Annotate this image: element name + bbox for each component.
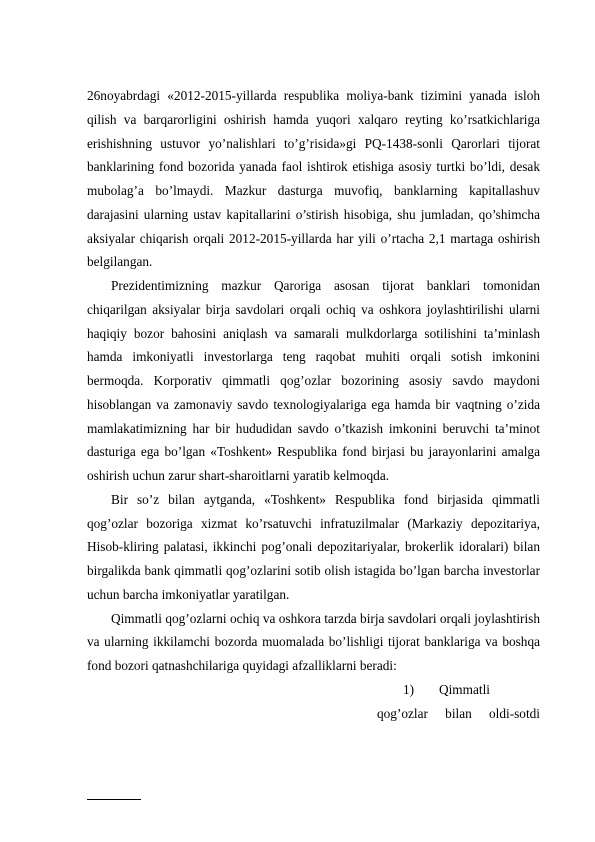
list-item-number: 1) xyxy=(403,681,415,697)
list-item-text: Qimmatli xyxy=(439,681,490,697)
paragraph-stock-exchange: Bir so’z bilan aytganda, «Toshkent» Respublika fond birjasida qimmatli qog’ozlar bozoriga xizmat ko’rsatuvchi infratuzilmalar (Markaziy depozitariya, Hisob-kliring palatasi, ikkinchi pog’onali depozitariyalar, brokerlik idoralari) bilan birgalikda bank qimmatli qog’ozlarini sotib olish istagida bo’lgan barcha investorlar uchun barcha imkoniyatlar yaratilgan. xyxy=(87,491,540,602)
list-item-second-line xyxy=(87,702,540,726)
paragraph-continuation: 26noyabrdagi «2012-2015-yillarda respublika moliya-bank tizimini yanada isloh qilish va barqarorligini oshirish hamda yuqori xalqaro reyting ko’rsatkichlariga erishishning ustuvor yo’nalishlari to’g’risida»gi PQ-1438-sonli Qarorlari tijorat banklarining fond bozorida yanada faol ishtirok etishiga asosiy turtki bo’ldi, desak mubolag’a bo’lmaydi. Mazkur dasturga muvofiq, banklarning kapitallashuv darajasini ularning ustav kapitallarini o’stirish hisobiga, shu jumladan, qo’shimcha aksiyalar chiqarish orqali 2012-2015-yillarda har yili o’rtacha 2,1 martaga oshirish belgilangan. xyxy=(87,88,540,270)
footnote-separator xyxy=(87,799,141,800)
list-item-first-line xyxy=(87,678,540,702)
list-item-continuation: qog’ozlar bilan oldi-sotdi xyxy=(377,705,540,721)
document-body xyxy=(87,84,540,725)
paragraph-presidential-decree: Prezidentimizning mazkur Qaroriga asosan tijorat banklari tomonidan chiqarilgan aksiyalar birja savdolari orqali ochiq va oshkora joylashtirilishi ularni haqiqiy bozor bahosini aniqlash va samarali mulkdorlarga sotilishini ta’minlash hamda imkoniyatli investorlarga teng raqobat muhiti orqali sotish imkonini bermoqda. Korporativ qimmatli qog’ozlar bozorining asosiy savdo maydoni hisoblangan va zamonaviy savdo texnologiyalariga ega hamda bir vaqtning o’zida mamlakatimizning har bir hududidan savdo o’tkazish imkonini beruvchi ta’minot dasturiga ega bo’lgan «Toshkent» Respublika fond birjasi bu jarayonlarini amalga oshirish uchun zarur shart-sharoitlarni yaratib kelmoqda. xyxy=(87,278,540,483)
paragraph-advantages-intro: Qimmatli qog’ozlarni ochiq va oshkora tarzda birja savdolari orqali joylashtirish va ularning ikkilamchi bozorda muomalada bo’lishligi tijorat banklariga va boshqa fond bozori qatnashchilariga quyidagi afzalliklarni beradi: xyxy=(87,610,540,673)
